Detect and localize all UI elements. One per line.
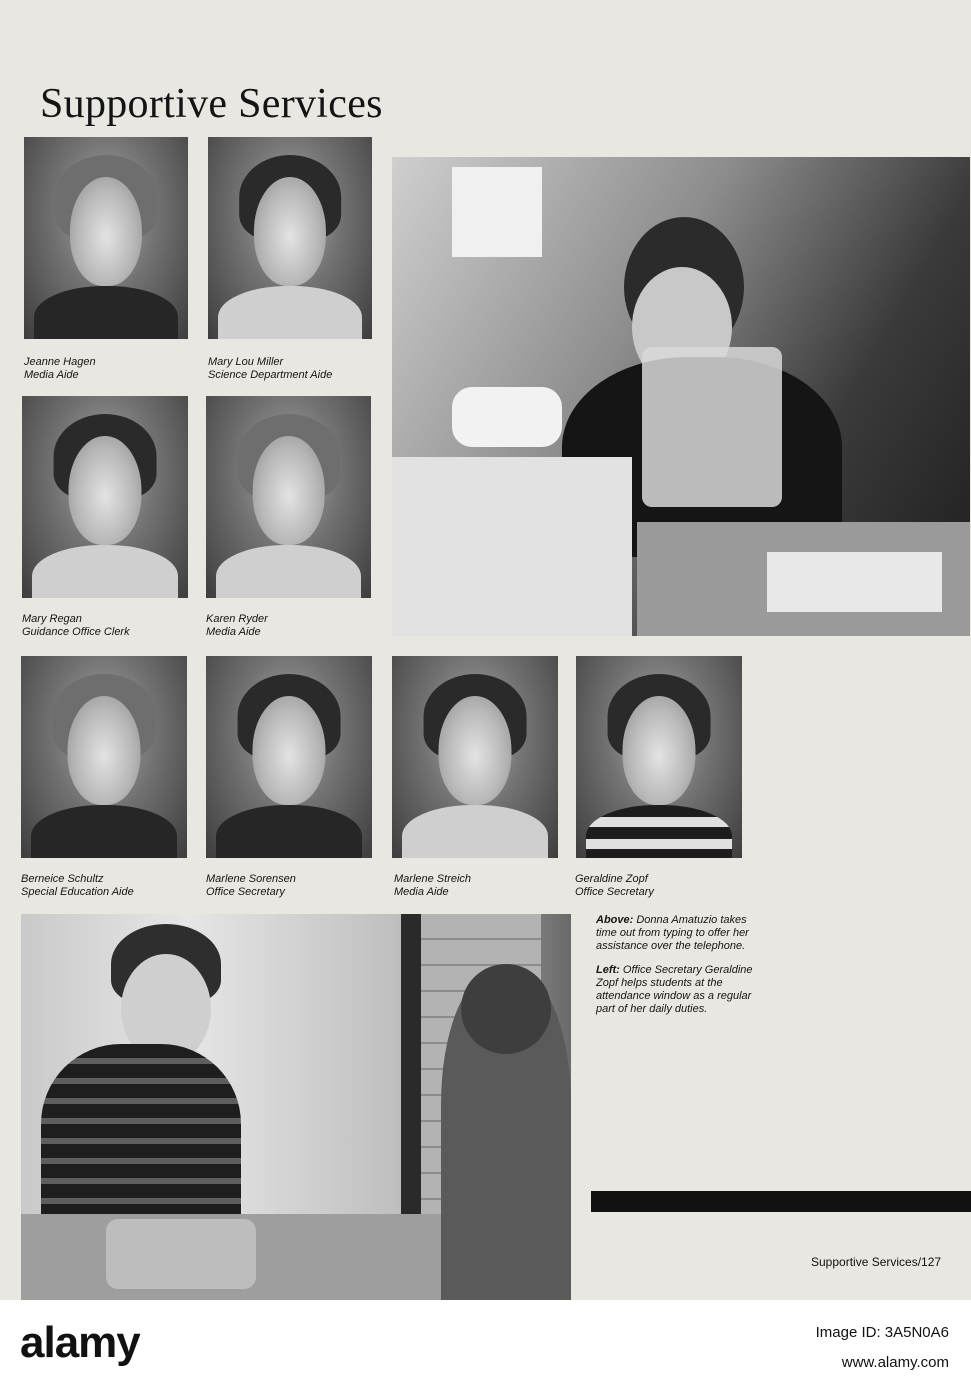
page-title: Supportive Services [40, 81, 383, 127]
portrait-name: Jeanne Hagen [24, 356, 96, 368]
portrait-name: Berneice Schultz [21, 873, 104, 885]
portrait-name: Geraldine Zopf [575, 873, 648, 885]
photo-donna-amatuzio-on-telephone [392, 157, 970, 636]
portrait-role: Media Aide [206, 626, 261, 638]
portrait-role: Media Aide [24, 369, 79, 381]
portrait-caption [394, 873, 471, 899]
portrait-name: Marlene Streich [394, 873, 472, 885]
portrait-caption [206, 873, 296, 899]
portrait-caption [24, 356, 96, 382]
portrait-role: Office Secretary [575, 886, 654, 898]
portrait-photo-mary-lou-miller [208, 137, 372, 339]
portrait-name: Mary Regan [22, 613, 82, 625]
portrait-name: Karen Ryder [206, 613, 268, 625]
stock-image-id: Image ID: 3A5N0A6 [815, 1324, 949, 1341]
portrait-photo-berneice-schultz [21, 656, 187, 858]
portrait-photo-marlene-streich [392, 656, 558, 858]
portrait-role: Guidance Office Clerk [22, 626, 130, 638]
decorative-rule-bar [591, 1191, 971, 1212]
stock-logo: alamy [20, 1318, 140, 1367]
portrait-name: Mary Lou Miller [208, 356, 284, 368]
portrait-role: Special Education Aide [21, 886, 134, 898]
portrait-photo-jeanne-hagen [24, 137, 188, 339]
photo-geraldine-zopf-at-attendance-window [21, 914, 571, 1300]
portrait-caption [206, 613, 268, 639]
portrait-caption [22, 613, 130, 639]
portrait-caption [208, 356, 332, 382]
above-caption [596, 914, 756, 953]
portrait-photo-geraldine-zopf [576, 656, 742, 858]
photo-captions [596, 914, 756, 1027]
left-caption-text: Office Secretary Geraldine Zopf helps students at the attendance window as a regular part of her daily duties. [596, 964, 753, 1015]
portrait-photo-karen-ryder [206, 396, 371, 598]
page-footer: Supportive Services/127 [811, 1255, 942, 1269]
portrait-caption [575, 873, 654, 899]
portrait-name: Marlene Sorensen [206, 873, 296, 885]
portrait-photo-mary-regan [22, 396, 188, 598]
stock-url: www.alamy.com [841, 1354, 949, 1371]
left-caption [596, 964, 756, 1016]
portrait-role: Media Aide [394, 886, 449, 898]
portrait-role: Office Secretary [206, 886, 285, 898]
portrait-caption [21, 873, 134, 899]
stock-watermark-strip [0, 1300, 971, 1390]
above-caption-label: Above: [596, 914, 634, 926]
above-caption-text: Donna Amatuzio takes time out from typing to offer her assistance over the telephone. [596, 914, 749, 952]
left-caption-label: Left: [596, 964, 620, 976]
portrait-role: Science Department Aide [208, 369, 333, 381]
portrait-photo-marlene-sorensen [206, 656, 372, 858]
